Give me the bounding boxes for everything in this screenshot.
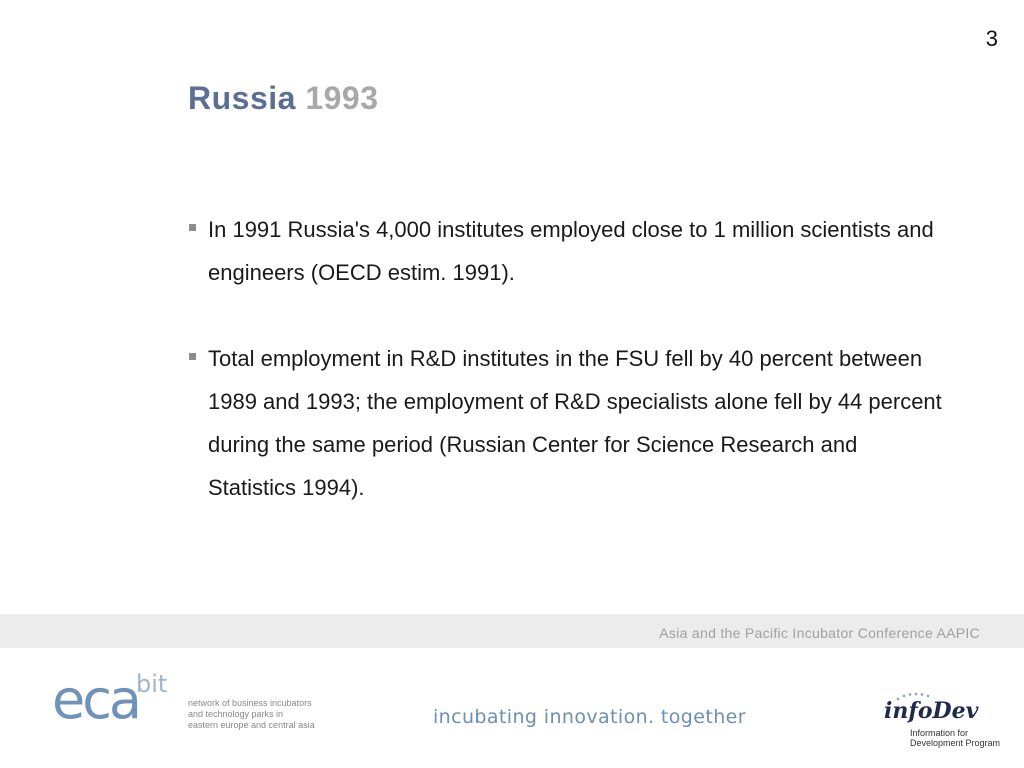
ecabit-logo-sup: bit	[136, 670, 168, 698]
bullet-item	[188, 208, 948, 294]
footer-tagline: incubating innovation. together	[433, 706, 746, 728]
infodev-subtitle	[910, 728, 1000, 748]
infodev-wordmark: infoDev	[884, 698, 979, 724]
bullet-text: In 1991 Russia's 4,000 institutes employed close to 1 million scientists and engineers (OECD estim. 1991).	[208, 217, 934, 285]
square-bullet-icon	[189, 353, 196, 360]
bullet-item	[188, 337, 948, 509]
square-bullet-icon	[189, 224, 196, 231]
footer-band	[0, 614, 1024, 648]
ecabit-logo-main: eca	[52, 668, 140, 731]
ecabit-tagline-line: network of business incubators	[188, 698, 312, 708]
infodev-logo	[884, 692, 1014, 752]
conference-name: Asia and the Pacific Incubator Conference AAPIC	[659, 625, 980, 641]
ecabit-logo	[52, 670, 182, 730]
ecabit-tagline	[188, 698, 348, 731]
infodev-subtitle-line: Development Program	[910, 738, 1001, 748]
ecabit-tagline-line: eastern europe and central asia	[188, 720, 315, 730]
slide-title	[188, 80, 379, 117]
slide-number: 3	[985, 26, 998, 51]
bullet-text: Total employment in R&D institutes in the FSU fell by 40 percent between 1989 and 1993; the employment of R&D specialists alone fell by 44 percent during the same period (Russian Center for Science Research and Statistics 1994).	[208, 346, 942, 500]
bullet-list	[188, 208, 948, 552]
title-main: Russia	[188, 80, 296, 116]
ecabit-tagline-line: and technology parks in	[188, 709, 284, 719]
title-year: 1993	[305, 80, 379, 116]
infodev-subtitle-line: Information for	[910, 728, 969, 738]
